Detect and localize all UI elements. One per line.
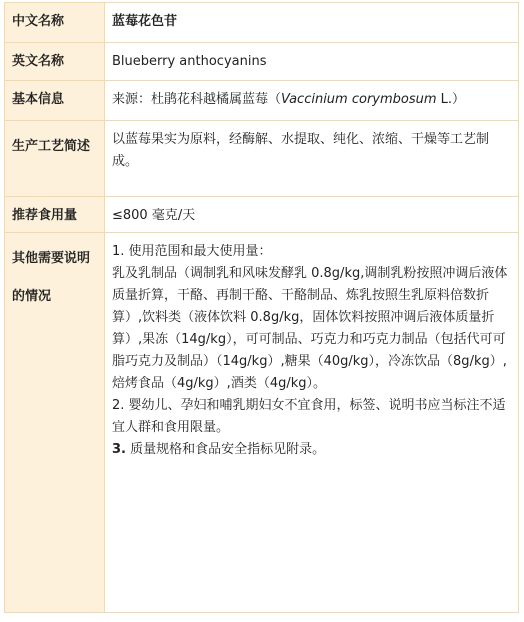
label-dosage: 推荐食用量 — [5, 197, 105, 233]
document — [4, 2, 519, 613]
table-row-process — [5, 121, 519, 197]
note-quality-spec-text: 质量规格和食品安全指标见附录。 — [125, 442, 326, 457]
label-english-name: 英文名称 — [5, 43, 105, 81]
table-row-chinese-name — [5, 3, 519, 43]
source-prefix: 来源：杜鹃花科越橘属蓝莓（ — [112, 92, 282, 107]
value-process: 以蓝莓果实为原料，经酶解、水提取、纯化、浓缩、干燥等工艺制成。 — [105, 121, 519, 197]
value-chinese-name: 蓝莓花色苷 — [105, 3, 519, 43]
table-row-other-notes — [5, 233, 519, 613]
value-basic-info — [105, 81, 519, 121]
value-other-notes — [105, 233, 519, 613]
label-process: 生产工艺简述 — [5, 121, 105, 197]
table-row-dosage — [5, 197, 519, 233]
note-restricted-groups: 2. 婴幼儿、孕妇和哺乳期妇女不宜食用，标签、说明书应当标注不适宜人群和食用限量。 — [112, 398, 506, 435]
info-table — [4, 2, 519, 613]
note-quality-spec-number: 3. — [112, 442, 126, 457]
label-chinese-name: 中文名称 — [5, 3, 105, 43]
note-usage-heading: 1. 使用范围和最大使用量： — [112, 244, 272, 259]
value-english-name: Blueberry anthocyanins — [105, 43, 519, 81]
source-latin-name: Vaccinium corymbosum — [281, 92, 437, 107]
label-basic-info: 基本信息 — [5, 81, 105, 121]
label-other-notes: 其他需要说明的情况 — [5, 233, 105, 613]
note-usage-detail: 乳及乳制品（调制乳和风味发酵乳 0.8g/kg,调制乳粉按照冲调后液体质量折算，干酪、再制干酪、干酪制品、炼乳按照生乳原料倍数折算）,饮料类（液体饮料 0.8g/kg，固体饮料按照冲调后液体质量折算）,果冻（14g/kg），可可制品、巧克力和巧克力制品（包括代可可脂巧克力及制品）（14g/kg）,糖果（40g/kg），冷冻饮品（8g/kg）,焙烤食品（4g/kg）,酒类（4g/kg）。 — [112, 266, 508, 391]
source-suffix: L.） — [436, 92, 466, 107]
note-quality-spec — [112, 439, 512, 461]
value-dosage: ≤800 毫克/天 — [105, 197, 519, 233]
table-row-basic-info — [5, 81, 519, 121]
table-row-english-name — [5, 43, 519, 81]
